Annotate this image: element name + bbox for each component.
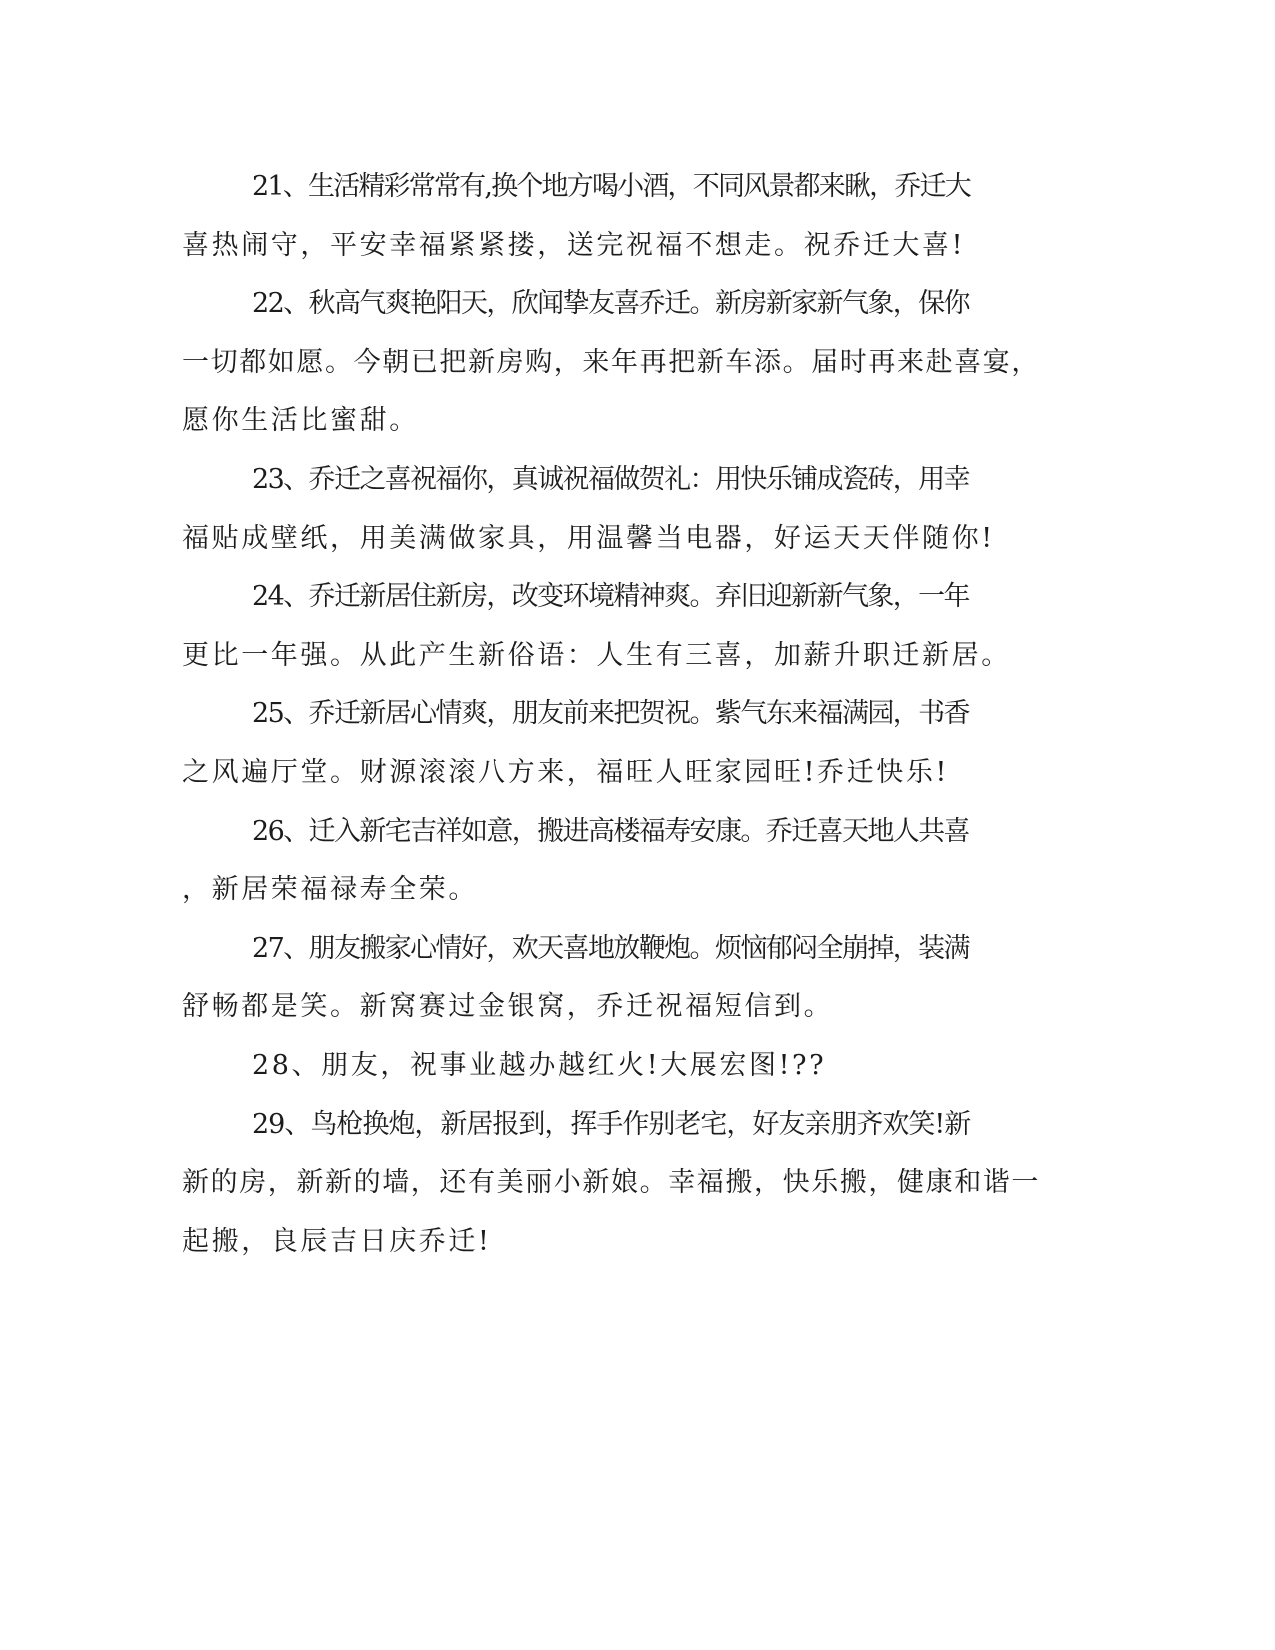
paragraph-line: 22、秋高气爽艳阳天，欣闻挚友喜乔迁。新房新家新气象，保你 <box>252 288 969 320</box>
paragraph-line: ，新居荣福禄寿全荣。 <box>182 874 478 906</box>
paragraph-line: 新的房，新新的墙，还有美丽小新娘。幸福搬，快乐搬，健康和谐一 <box>182 1167 1040 1199</box>
paragraph-26 <box>182 803 1042 920</box>
paragraph-line: 23、乔迁之喜祝福你，真诚祝福做贺礼：用快乐铺成瓷砖，用幸 <box>252 463 969 495</box>
paragraph-21 <box>182 158 1042 275</box>
paragraph-line: 21、生活精彩常常有,换个地方喝小酒，不同风景都来瞅，乔迁大 <box>252 171 970 202</box>
paragraph-line: 更比一年强。从此产生新俗语：人生有三喜，加薪升职迁新居。 <box>182 639 1011 671</box>
paragraph-line: 26、迁入新宅吉祥如意，搬进高楼福寿安康。乔迁喜天地人共喜 <box>252 815 969 847</box>
paragraph-line: 27、朋友搬家心情好，欢天喜地放鞭炮。烦恼郁闷全崩掉，装满 <box>252 932 969 964</box>
paragraph-line: 一切都如愿。今朝已把新房购，来年再把新车添。届时再来赴喜宴， <box>182 346 1040 378</box>
paragraph-line: 福贴成壁纸，用美满做家具，用温馨当电器，好运天天伴随你! <box>182 522 995 554</box>
paragraph-29 <box>182 1096 1042 1272</box>
paragraph-line: 29、鸟枪换炮，新居报到，挥手作别老宅，好友亲朋齐欢笑!新 <box>252 1108 971 1140</box>
paragraph-23 <box>182 451 1042 568</box>
paragraph-28 <box>182 1037 1042 1096</box>
paragraph-line: 起搬，良辰吉日庆乔迁! <box>182 1225 492 1257</box>
paragraph-line: 喜热闹守，平安幸福紧紧搂，送完祝福不想走。祝乔迁大喜! <box>182 229 966 261</box>
paragraph-line: 24、乔迁新居住新房，改变环境精神爽。弃旧迎新新气象，一年 <box>252 581 969 613</box>
paragraph-22 <box>182 275 1042 451</box>
paragraph-24 <box>182 568 1042 685</box>
paragraph-line: 舒畅都是笑。新窝赛过金银窝，乔迁祝福短信到。 <box>182 991 834 1023</box>
paragraph-25 <box>182 685 1042 802</box>
paragraph-line: 愿你生活比蜜甜。 <box>182 405 419 437</box>
document-body <box>182 158 1042 1271</box>
paragraph-line: 28、朋友，祝事业越办越红火!大展宏图!?? <box>252 1049 827 1081</box>
paragraph-line: 25、乔迁新居心情爽，朋友前来把贺祝。紫气东来福满园，书香 <box>252 698 969 730</box>
paragraph-27 <box>182 920 1042 1037</box>
paragraph-line: 之风遍厅堂。财源滚滚八方来，福旺人旺家园旺!乔迁快乐! <box>182 756 949 788</box>
